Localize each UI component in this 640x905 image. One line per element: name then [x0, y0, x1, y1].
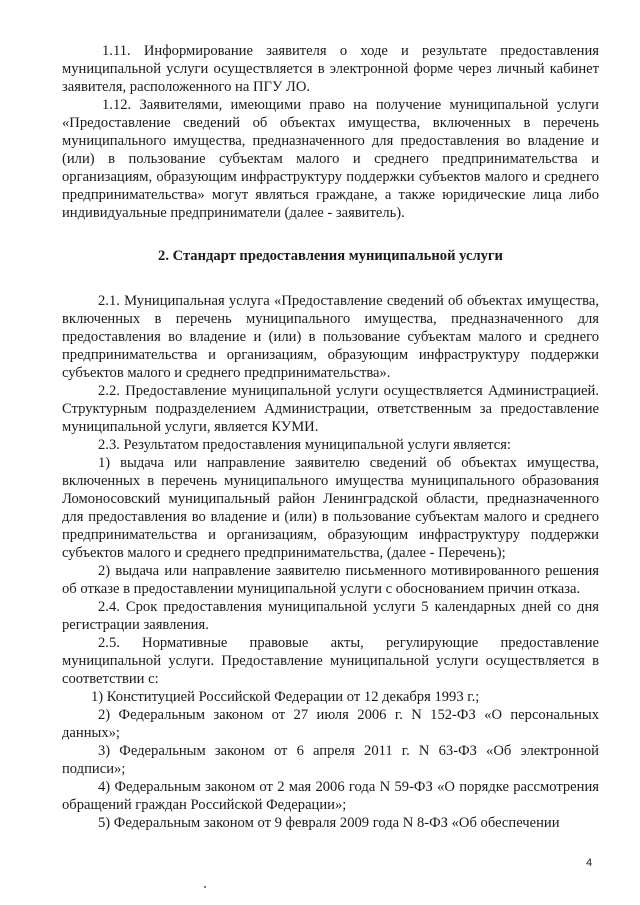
paragraph-2-5: 2.5. Нормативные правовые акты, регулирующие предоставление муниципальной услуги. Предоставление муниципальной услуги осуществляется в соответствии с:	[62, 635, 599, 687]
paragraph-1-12: 1.12. Заявителями, имеющими право на получение муниципальной услуги «Предоставление сведений об объектах имущества, включенных в перечень муниципального имущества, предназначенного для предоставления во владение и (или) в пользование субъектам малого и среднего предпринимательства и организациям, образующим инфраструктуру поддержки субъектов малого и среднего предпринимательства» могут являться граждане, а также юридические лица либо индивидуальные предприниматели (далее - заявитель).	[62, 97, 599, 221]
paragraph-2-4: 2.4. Срок предоставления муниципальной услуги 5 календарных дней со дня регистрации заявления.	[62, 599, 599, 633]
page-number: 4	[586, 857, 593, 869]
scan-speck	[204, 886, 206, 888]
list-item-law-3: 3) Федеральным законом от 6 апреля 2011 г. N 63-ФЗ «Об электронной подписи»;	[62, 743, 599, 777]
paragraph-1-11: 1.11. Информирование заявителя о ходе и результате предоставления муниципальной услуги осуществляется в электронной форме через личный кабинет заявителя, расположенного на ПГУ ЛО.	[62, 43, 599, 95]
paragraph-2-3: 2.3. Результатом предоставления муниципальной услуги является:	[98, 437, 511, 453]
section-heading: 2. Стандарт предоставления муниципальной услуги	[158, 248, 503, 264]
paragraph-2-2: 2.2. Предоставление муниципальной услуги осуществляется Администрацией. Структурным подразделением Администрации, ответственным за предоставление муниципальной услуги, является КУМИ.	[62, 383, 599, 435]
list-item-law-2: 2) Федеральным законом от 27 июля 2006 г. N 152-ФЗ «О персональных данных»;	[62, 707, 599, 741]
document-body	[62, 42, 599, 832]
list-item-law-5: 5) Федеральным законом от 9 февраля 2009 года N 8-ФЗ «Об обеспечении	[98, 815, 560, 831]
paragraph-2-1: 2.1. Муниципальная услуга «Предоставление сведений об объектах имущества, включенных в перечень муниципального имущества, предназначенного для предоставления во владение и (или) в пользование субъектам малого и среднего предпринимательства и организациям, образующим инфраструктуру поддержки субъектов малого и среднего предпринимательства».	[62, 293, 599, 381]
list-item-result-2: 2) выдача или направление заявителю письменного мотивированного решения об отказе в предоставлении муниципальной услуги с обоснованием причин отказа.	[62, 563, 599, 597]
list-item-law-1: 1) Конституцией Российской Федерации от 12 декабря 1993 г.;	[91, 689, 480, 705]
list-item-law-4: 4) Федеральным законом от 2 мая 2006 года N 59-ФЗ «О порядке рассмотрения обращений граждан Российской Федерации»;	[62, 779, 599, 813]
list-item-result-1: 1) выдача или направление заявителю сведений об объектах имущества, включенных в перечень муниципального имущества муниципального образования Ломоносовский муниципальный район Ленинградской области, предназначенного для предоставления во владение и (или) в пользование субъектам малого и среднего предпринимательства и организациям, образующим инфраструктуру поддержки субъектов малого и среднего предпринимательства, (далее - Перечень);	[62, 455, 599, 561]
